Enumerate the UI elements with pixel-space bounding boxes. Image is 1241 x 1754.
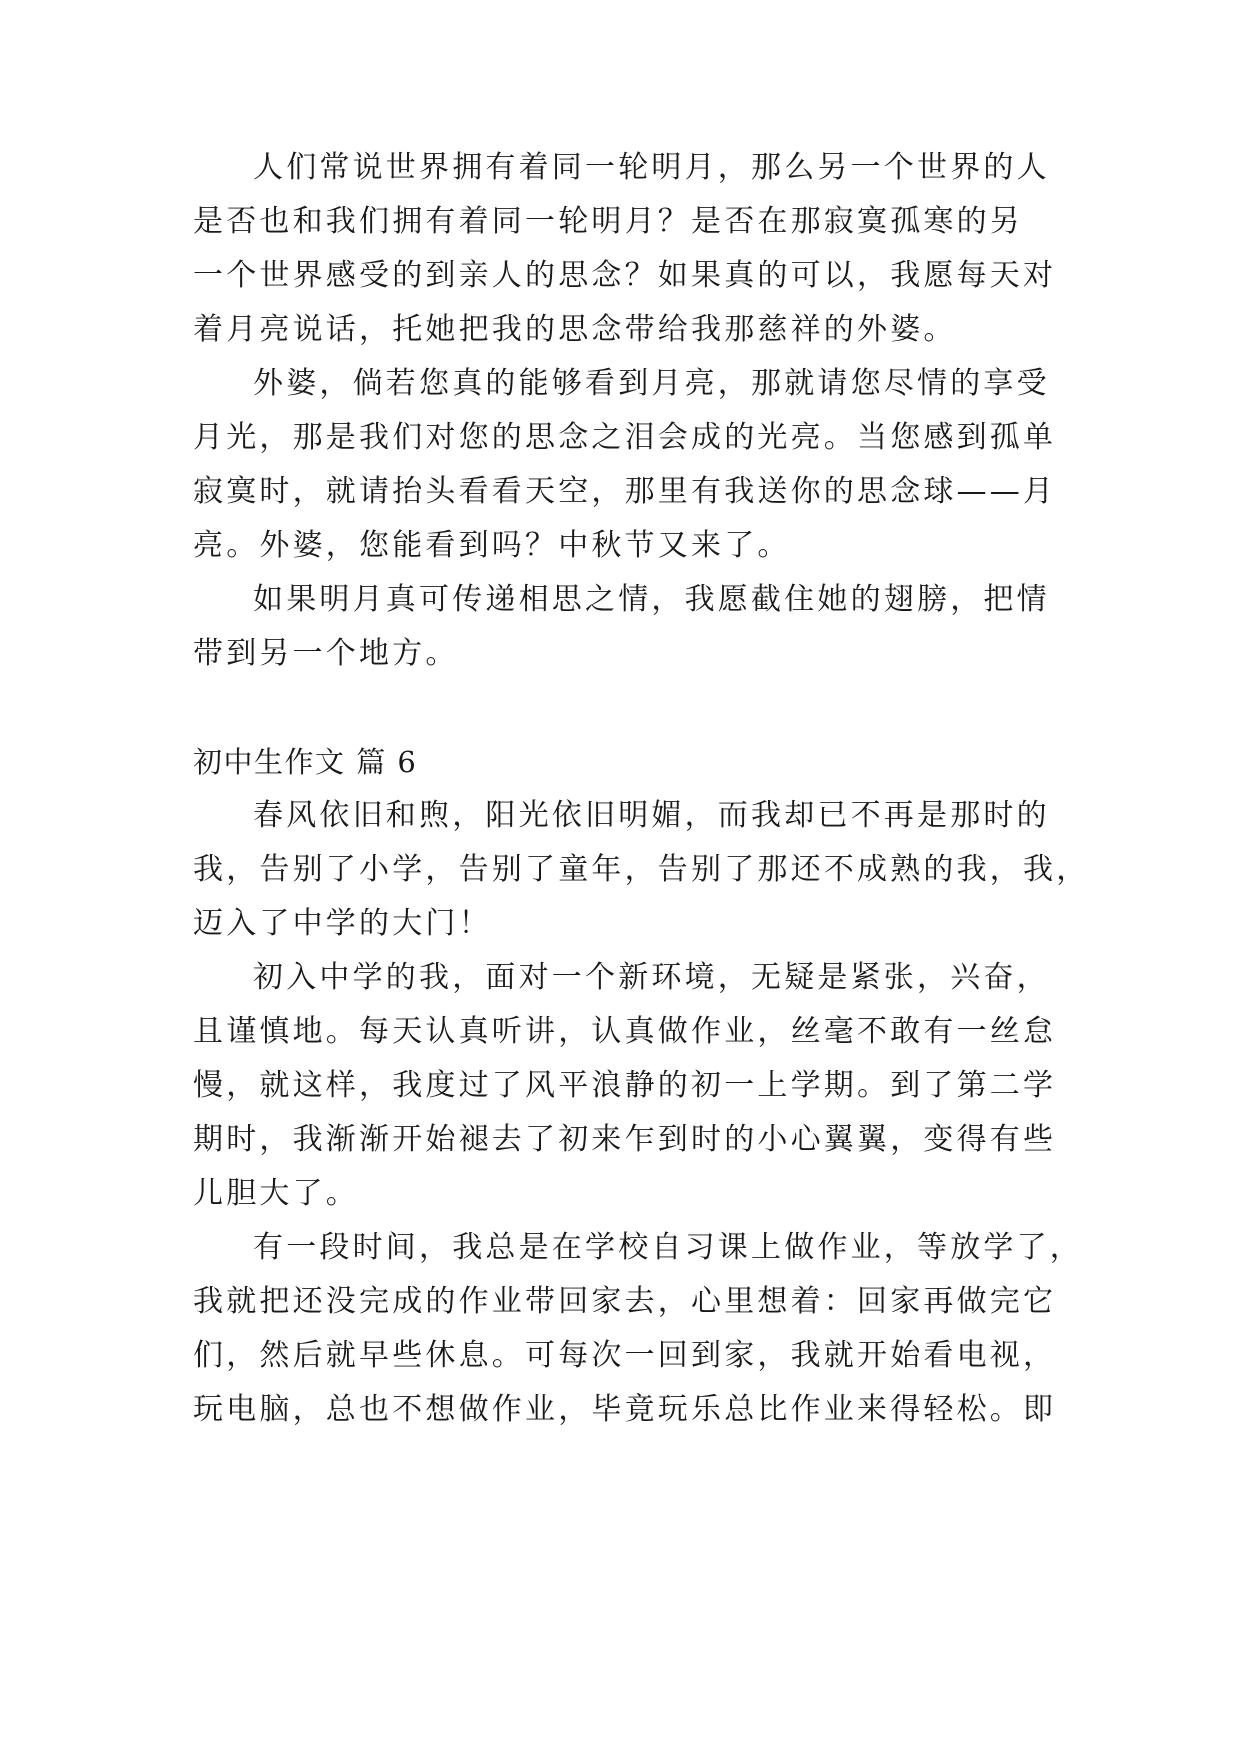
paragraph-line: 慢，就这样，我度过了风平浪静的初一上学期。到了第二学 — [193, 1068, 1057, 1103]
paragraph-line: 如果明月真可传递相思之情，我愿截住她的翅膀，把情 — [253, 582, 1050, 617]
paragraph-line: 带到另一个地方。 — [193, 636, 459, 671]
section-heading: 初中生作文 篇 6 — [193, 745, 418, 779]
paragraph-line: 外婆，倘若您真的能够看到月亮，那就请您尽情的享受 — [253, 366, 1050, 401]
paragraph-line: 月光，那是我们对您的思念之泪会成的光亮。当您感到孤单 — [193, 420, 1057, 455]
paragraph-line: 我，告别了小学，告别了童年，告别了那还不成熟的我，我， — [193, 852, 1090, 887]
paragraph-line: 迈入了中学的大门！ — [193, 906, 492, 941]
paragraph-line: 亮。外婆，您能看到吗？中秋节又来了。 — [193, 528, 791, 563]
paragraph-line: 春风依旧和煦，阳光依旧明媚，而我却已不再是那时的 — [253, 798, 1050, 833]
paragraph-line: 儿胆大了。 — [193, 1176, 359, 1211]
paragraph-line: 人们常说世界拥有着同一轮明月，那么另一个世界的人 — [253, 150, 1050, 185]
paragraph-line: 是否也和我们拥有着同一轮明月？是否在那寂寞孤寒的另 — [193, 204, 1023, 239]
paragraph-line: 一个世界感受的到亲人的思念？如果真的可以，我愿每天对 — [193, 258, 1057, 293]
paragraph-line: 且谨慎地。每天认真听讲，认真做作业，丝毫不敢有一丝怠 — [193, 1014, 1057, 1049]
paragraph-line: 玩电脑，总也不想做作业，毕竟玩乐总比作业来得轻松。即 — [193, 1392, 1057, 1427]
paragraph-line: 着月亮说话，托她把我的思念带给我那慈祥的外婆。 — [193, 312, 957, 347]
paragraph-line: 我就把还没完成的作业带回家去，心里想着：回家再做完它 — [193, 1284, 1057, 1319]
paragraph-line: 期时，我渐渐开始褪去了初来乍到时的小心翼翼，变得有些 — [193, 1122, 1057, 1157]
paragraph-line: 初入中学的我，面对一个新环境，无疑是紧张，兴奋， — [253, 960, 1050, 995]
paragraph-line: 们，然后就早些休息。可每次一回到家，我就开始看电视， — [193, 1338, 1057, 1373]
paragraph-line: 寂寞时，就请抬头看看天空，那里有我送你的思念球——月 — [193, 474, 1057, 509]
paragraph-line: 有一段时间，我总是在学校自习课上做作业，等放学了， — [253, 1230, 1083, 1265]
